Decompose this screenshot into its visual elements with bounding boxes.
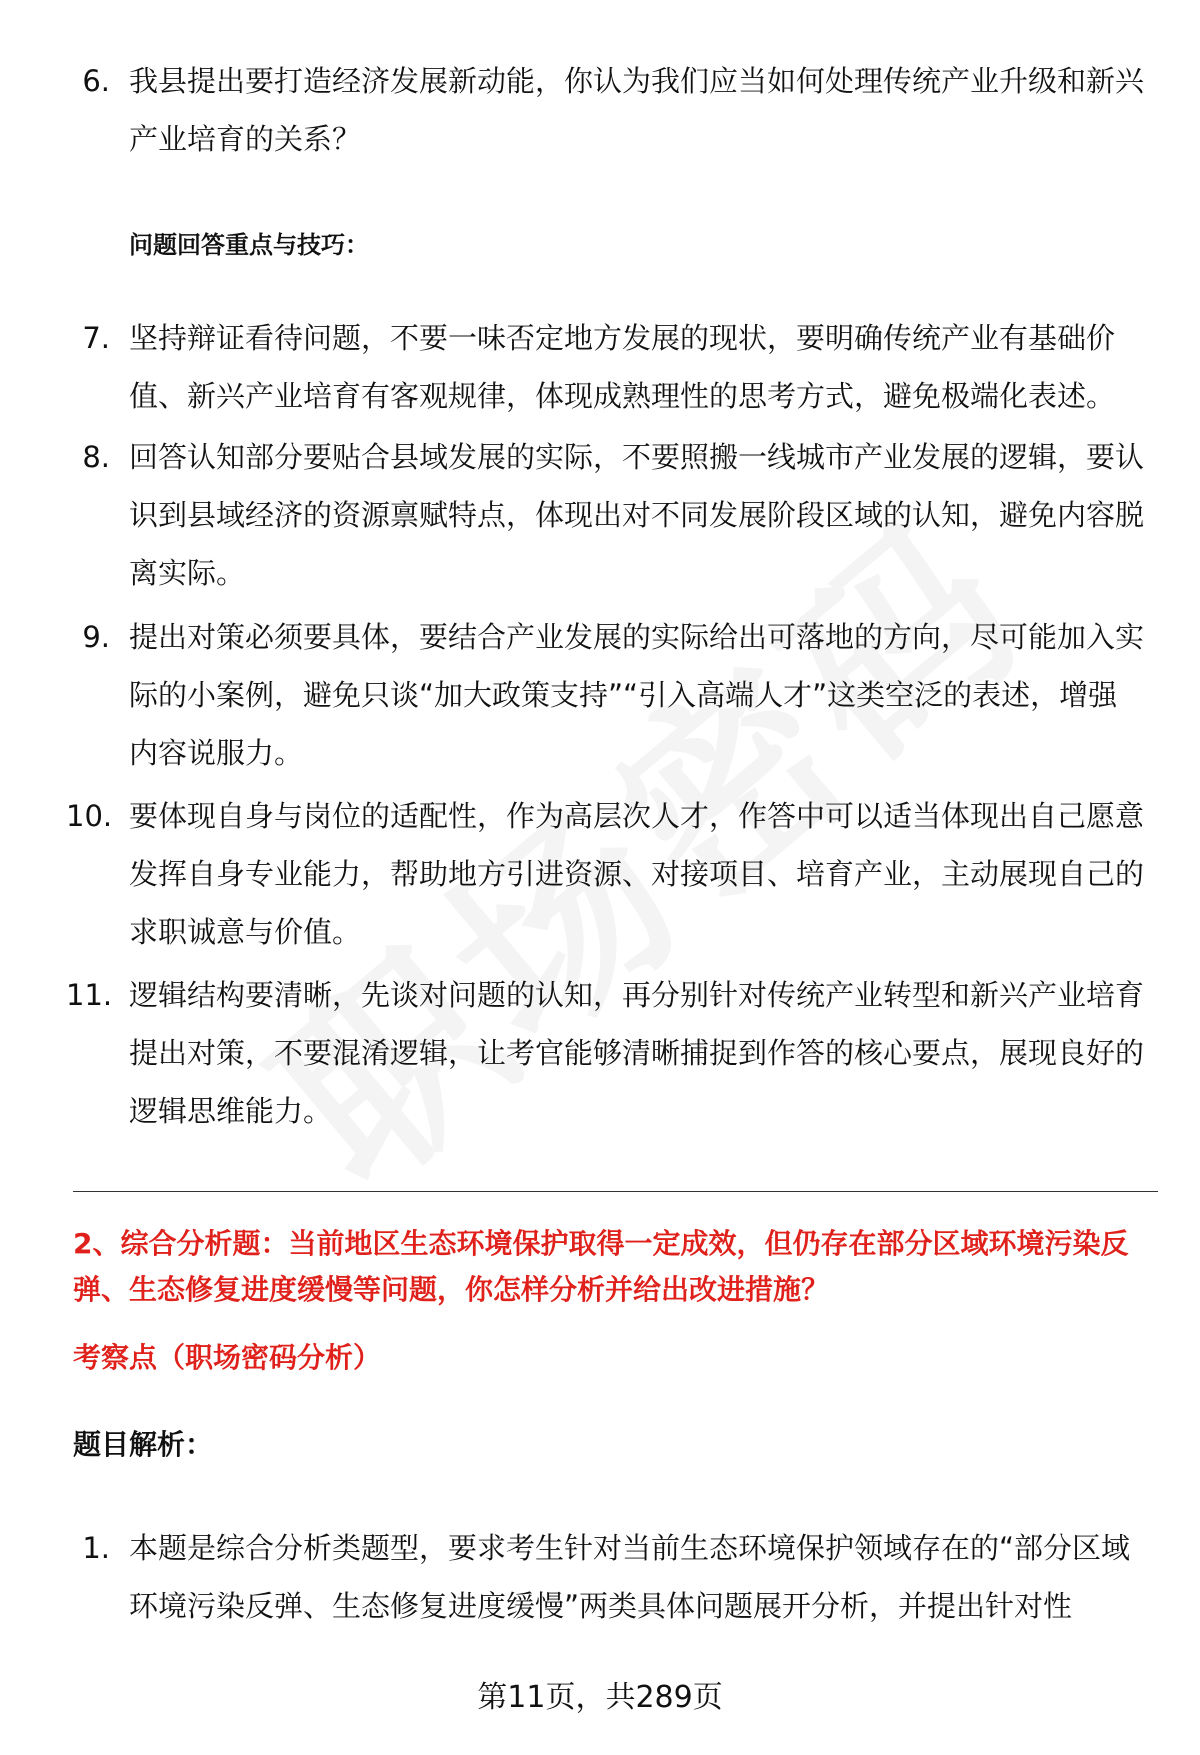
list-number: 9.: [82, 620, 110, 654]
list-text: 坚持辩证看待问题，不要一味否定地方发展的现状，要明确传统产业有基础价值、新兴产业培育有客观规律，体现成熟理性的思考方式，避免极端化表述。: [129, 321, 1116, 413]
list-text: 逻辑结构要清晰，先谈对问题的认知，再分别针对传统产业转型和新兴产业培育提出对策，不要混淆逻辑，让考官能够清晰捕捉到作答的核心要点，展现良好的逻辑思维能力。: [129, 978, 1145, 1128]
list-text: 本题是综合分析类题型，要求考生针对当前生态环境保护领域存在的“部分区域环境污染反弹、生态修复进度缓慢”两类具体问题展开分析，并提出针对性: [129, 1531, 1131, 1623]
list-item-8: [75, 428, 1145, 602]
focus-heading: 考察点（职场密码分析）: [73, 1341, 382, 1374]
list-number: 7.: [82, 321, 110, 355]
list-item-1: [75, 1519, 1145, 1635]
list-number: 6.: [82, 64, 110, 98]
section-heading: 2、综合分析题：当前地区生态环境保护取得一定成效，但仍存在部分区域环境污染反弹、生态修复进度缓慢等问题，你怎样分析并给出改进措施？: [73, 1227, 1129, 1306]
list-text: 我县提出要打造经济发展新动能，你认为我们应当如何处理传统产业升级和新兴产业培育的关系？: [129, 64, 1145, 156]
page-footer: 第11页，共289页: [477, 1680, 723, 1715]
list-text: 提出对策必须要具体，要结合产业发展的实际给出可落地的方向，尽可能加入实际的小案例，避免只谈“加大政策支持”“引入高端人才”这类空泛的表述，增强内容说服力。: [129, 620, 1145, 770]
list-number: 11.: [66, 978, 113, 1012]
list-number: 10.: [66, 799, 113, 833]
list-item-7: [75, 309, 1145, 425]
list-number: 8.: [82, 440, 110, 474]
list-item-6: [75, 52, 1145, 168]
section-divider: [73, 1191, 1158, 1192]
list-text: 要体现自身与岗位的适配性，作为高层次人才，作答中可以适当体现出自己愿意发挥自身专业能力，帮助地方引进资源、对接项目、培育产业，主动展现自己的求职诚意与价值。: [129, 799, 1145, 949]
list-text: 回答认知部分要贴合县域发展的实际，不要照搬一线城市产业发展的逻辑，要认识到县域经济的资源禀赋特点，体现出对不同发展阶段区域的认知，避免内容脱离实际。: [129, 440, 1145, 590]
list-item-11: [66, 966, 1145, 1140]
list-item-9: [75, 608, 1145, 782]
list-item-10: [66, 787, 1145, 961]
tips-heading: 问题回答重点与技巧：: [129, 231, 369, 259]
analysis-heading: 题目解析：: [73, 1428, 214, 1461]
list-number: 1.: [82, 1531, 110, 1565]
